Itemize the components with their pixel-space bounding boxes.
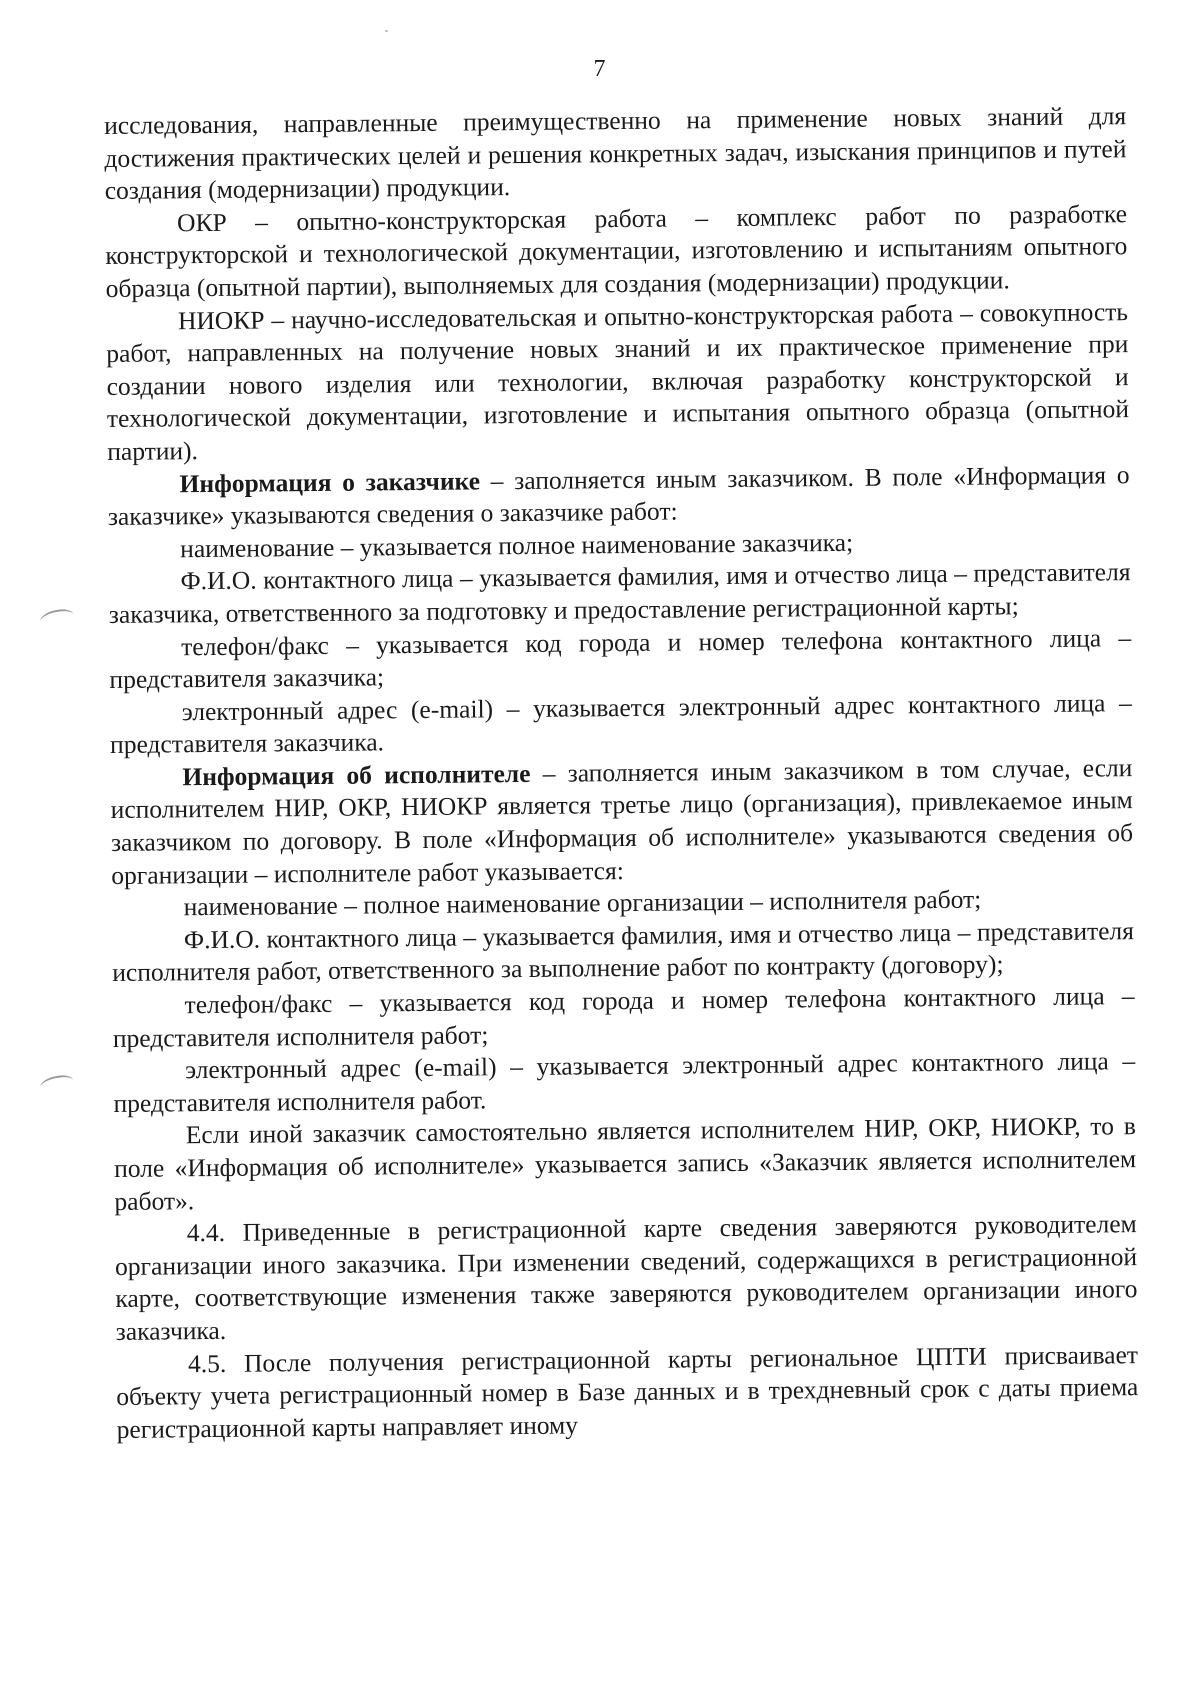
executor-info-text: – заполняется иным заказчиком в том случае, если исполнителем НИР, ОКР, НИОКР является третье лицо (организация), привлекаемое иным заказчиком по договору. В поле «Информация об исполнителе» указываются сведения об организации – исполнителе работ указывается: — [110, 753, 1134, 890]
paragraph-customer-name: наименование – указывается полное наименование заказчика; — [180, 527, 854, 564]
executor-info-heading: Информация об исполнителе — [182, 758, 531, 792]
paragraph-section-4-4: 4.4. Приведенные в регистрационной карте сведения заверяются руководителем организации иного заказчика. При изменении сведений, содержащихся в регистрационной карте, соответствующие изменения также заверяются руководителем организации иного заказчика. — [114, 1209, 1138, 1346]
paragraph-executor-info — [110, 752, 1133, 892]
document-body — [104, 100, 1139, 1446]
paragraph-self-executor: Если иной заказчик самостоятельно является исполнителем НИР, ОКР, НИОКР, то в поле «Информация об исполнителе» указывается запись «Заказчик является исполнителем работ». — [114, 1111, 1137, 1216]
customer-info-heading: Информация о заказчике — [179, 465, 481, 498]
paragraph-executor-email: электронный адрес (e-mail) – указывается электронный адрес контактного лица – представителя исполнителя работ. — [113, 1046, 1136, 1118]
page-number: 7 — [593, 56, 607, 82]
punch-hole-mark-upper — [39, 607, 76, 630]
scan-speck — [385, 30, 388, 32]
paragraph-customer-phone: телефон/факс – указывается код города и номер телефона контактного лица – представителя заказчика; — [109, 622, 1132, 695]
paragraph-customer-info — [107, 459, 1130, 534]
paragraph-niokr-definition: НИОКР – научно-исследовательская и опытно-конструкторская работа – совокупность работ, направленных на получение новых знаний и их практическое применение при создании нового изделия или технологии, включая разработку конструкторской и технологической документации, изготовление и испытания опытного образца (опытной партии). — [106, 296, 1130, 466]
paragraph-executor-name: наименование – полное наименование организации – исполнителя работ; — [183, 884, 982, 922]
paragraph-section-4-5: 4.5. После получения регистрационной карты региональное ЦПТИ присваивает объекту учета регистрационный номер в Базе данных и в трехдневный срок с даты приема регистрационной карты направляет иному — [116, 1339, 1139, 1444]
paragraph-executor-phone: телефон/факс – указывается код города и номер телефона контактного лица – представителя исполнителя работ; — [112, 981, 1135, 1053]
paragraph-executor-contact: Ф.И.О. контактного лица – указывается фамилия, имя и отчество лица – представителя исполнителя работ, ответственного за выполнение работ по контракту (договору); — [112, 915, 1135, 988]
customer-info-text: – заполняется иным заказчиком. В поле «Информация о заказчике» указываются сведения о заказчике работ: — [107, 459, 1130, 532]
paragraph-okr-definition: ОКР – опытно-конструкторская работа – комплекс работ по разработке конструкторской и технологической документации, изготовлению и испытаниям опытного образца (опытной партии), выполняемых для создания (модернизации) продукции. — [105, 198, 1128, 303]
paragraph-research-definition-cont: исследования, направленные преимущественно на применение новых знаний для достижения практических целей и решения конкретных задач, изыскания принципов и путей создания (модернизации) продукции. — [104, 101, 1127, 206]
punch-hole-mark-lower — [39, 1073, 76, 1096]
paragraph-customer-email: электронный адрес (e-mail) – указывается электронный адрес контактного лица – представителя заказчика. — [109, 687, 1132, 760]
paragraph-customer-contact: Ф.И.О. контактного лица – указывается фамилия, имя и отчество лица – представителя заказчика, ответственного за подготовку и предоставление регистрационной карты; — [108, 557, 1131, 629]
